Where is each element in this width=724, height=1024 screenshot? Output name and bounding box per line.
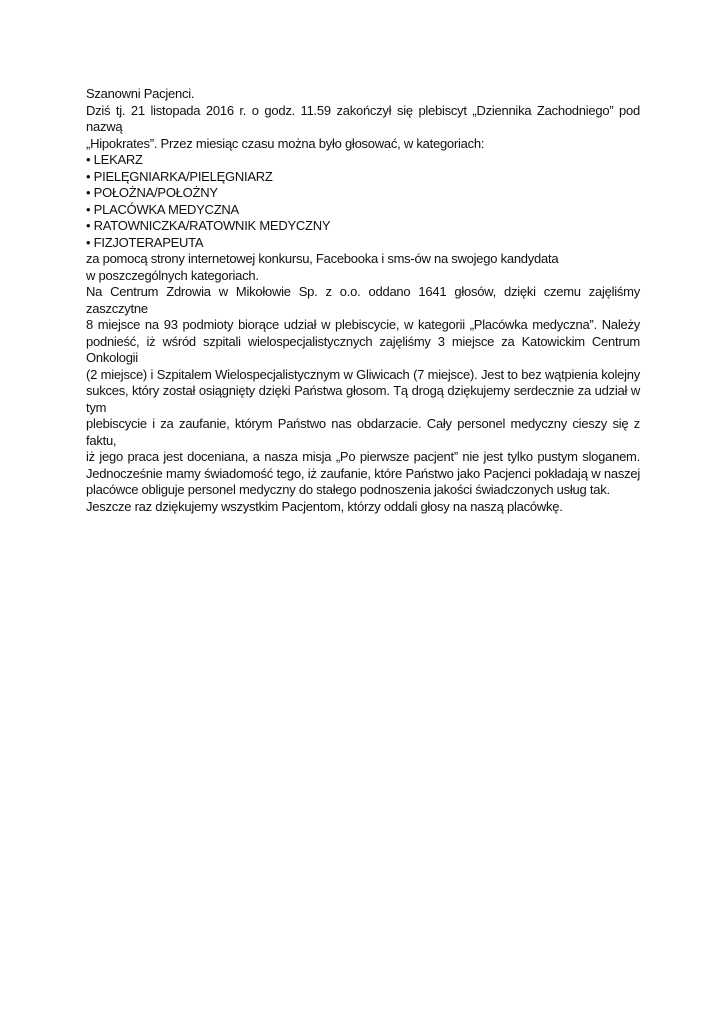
category-item: • PIELĘGNIARKA/PIELĘGNIARZ	[86, 168, 273, 184]
closing-line: Jeszcze raz dziękujemy wszystkim Pacjentom, którzy oddali głosy na naszą placówkę.	[86, 498, 563, 514]
category-item: • PLACÓWKA MEDYCZNA	[86, 201, 239, 217]
letter-body	[86, 86, 640, 515]
intro-line-2: „Hipokrates”. Przez miesiąc czasu można było głosować, w kategoriach:	[86, 135, 485, 151]
results-line: podnieść, iż wśród szpitali wielospecjalistycznych zajęliśmy 3 miejsce za Katowickim Centrum Onkologii	[86, 333, 640, 365]
voting-line-1: za pomocą strony internetowej konkursu, Facebooka i sms-ów na swojego kandydata	[86, 251, 559, 266]
greeting: Szanowni Pacjenci.	[86, 86, 195, 101]
results-line: Na Centrum Zdrowia w Mikołowie Sp. z o.o. oddano 1641 głosów, dzięki czemu zajęliśmy zaszczytne	[86, 284, 640, 316]
results-line: iż jego praca jest doceniana, a nasza misja „Po pierwsze pacjent” nie jest tylko pustym sloganem.	[86, 449, 640, 464]
category-item: • FIZJOTERAPEUTA	[86, 234, 204, 250]
category-item: • RATOWNICZKA/RATOWNIK MEDYCZNY	[86, 218, 331, 233]
voting-line-2: w poszczególnych kategoriach.	[86, 267, 259, 283]
results-line: plebiscycie i za zaufanie, którym Państwo nas obdarzacie. Cały personel medyczny cieszy się z faktu,	[86, 416, 640, 448]
results-line: Jednocześnie mamy świadomość tego, iż zaufanie, które Państwo jako Pacjenci pokładają w naszej	[86, 465, 640, 481]
results-line: placówce obliguje personel medyczny do stałego podnoszenia jakości świadczonych usług tak.	[86, 482, 610, 497]
results-line: (2 miejsce) i Szpitalem Wielospecjalistycznym w Gliwicach (7 miejsce). Jest to bez wątpienia kolejny	[86, 366, 640, 382]
results-line: sukces, który został osiągnięty dzięki Państwa głosom. Tą drogą dziękujemy serdecznie za udział w tym	[86, 383, 640, 415]
category-item: • POŁOŻNA/POŁOŻNY	[86, 185, 218, 200]
results-line: 8 miejsce na 93 podmioty biorące udział w plebiscycie, w kategorii „Placówka medyczna”. Należy	[86, 317, 640, 332]
category-item: • LEKARZ	[86, 152, 143, 167]
intro-line-1: Dziś tj. 21 listopada 2016 r. o godz. 11.59 zakończył się plebiscyt „Dziennika Zachodniego” pod nazwą	[86, 102, 640, 134]
